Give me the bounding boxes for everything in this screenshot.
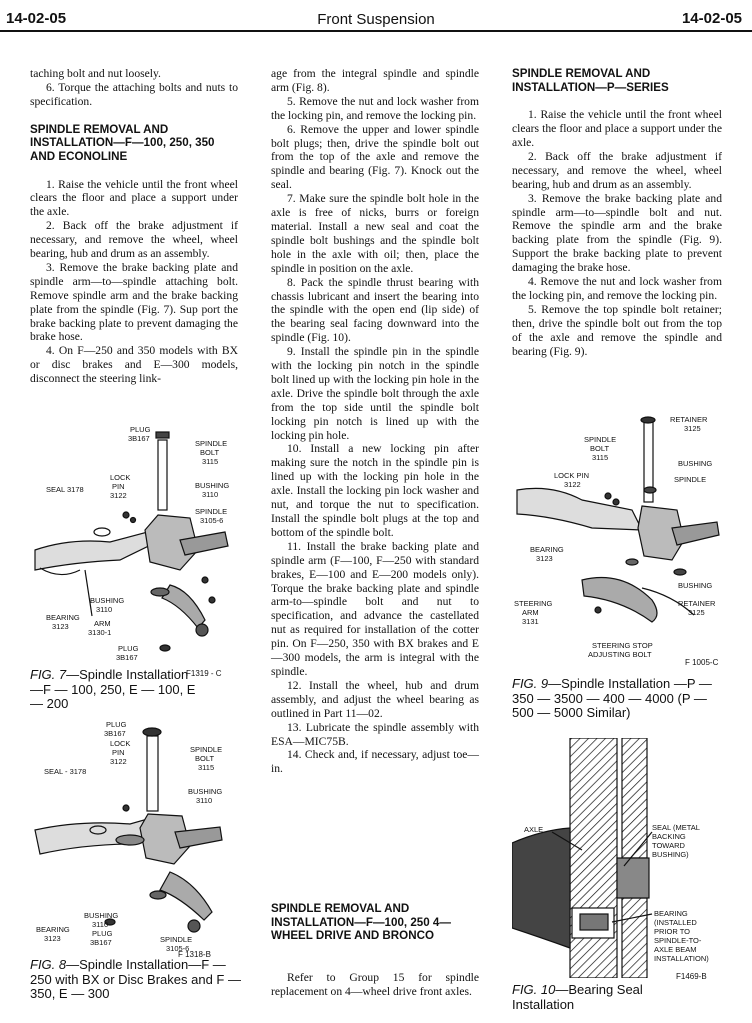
fig10-label-bear5: AXLE BEAM: [654, 945, 697, 954]
step-3: 3. Remove the brake backing plate and spindle arm—to—spindle bolt and nut. Remove the spindle arm and the brake backing plate from the spindle (Fig. 9). Support the brake backing plate to prevent damaging the brake hose.: [512, 191, 722, 275]
section-heading-4wd: SPINDLE REMOVAL AND INSTALLATION—F—100, 250 4—WHEEL DRIVE AND BRONCO: [271, 902, 451, 943]
fig8-label-bolt: BOLT: [195, 754, 215, 763]
step-6: 6. Remove the upper and lower spindle bolt plugs; then, drive the spindle bolt out from the top of the axle and remove the spindle and bearing (Fig. 7). Knock out the seal.: [271, 122, 479, 192]
fig10-caption: [512, 983, 672, 1012]
figure-7-diagram: [30, 420, 240, 670]
step-4: 4. On F—250 and 350 models with BX or disc brakes and E—300 models, disconnect the steering link-: [30, 344, 238, 386]
step-2: 2. Back off the brake adjustment if necessary, and remove the wheel, wheel bearing, hub and drum as an assembly.: [512, 149, 722, 191]
fig9-caption-num: FIG. 9: [512, 676, 549, 691]
fig9-label-retainer-b: RETAINER: [678, 599, 716, 608]
fig10-caption-num: FIG. 10: [512, 982, 556, 997]
step-9: 9. Install the spindle pin in the spindle with the locking pin notch in the spindle bolt lined up with the locking pin hole in the axle. Drive the spindle bolt through the axle from the top side until the spindle bolt locking pin notch is lined up with the locking pin hole.: [271, 345, 479, 442]
fig9-label-stop: STEERING STOP: [592, 641, 653, 650]
fig7-label-arm-no: 3130-1: [88, 628, 112, 637]
fig8-label-seal: SEAL - 3178: [44, 767, 87, 776]
fig7-label-bolt: BOLT: [200, 448, 220, 457]
fig8-label-pin-no: 3122: [110, 757, 127, 766]
fig10-label-bear2: (INSTALLED: [654, 918, 697, 927]
column-1: [30, 67, 238, 386]
fig7-caption: [30, 668, 200, 712]
fig9-label-bushing-b: BUSHING: [678, 581, 713, 590]
step-13: 13. Lubricate the spindle assembly with ESA—MIC75B.: [271, 720, 479, 748]
fig8-label-plug: PLUG: [106, 720, 127, 729]
section-heading-f100: SPINDLE REMOVAL AND INSTALLATION—F—100, 250, 350 AND ECONOLINE: [30, 122, 215, 163]
step-4: 4. Remove the nut and lock washer from the locking pin, and remove the locking pin.: [512, 275, 722, 302]
fig9-label-bushing: BUSHING: [678, 459, 713, 468]
page-header: [0, 6, 752, 32]
fig9-label-arm: ARM: [522, 608, 539, 617]
fig9-code: F 1005-C: [685, 658, 719, 667]
fig9-label-spindle: SPINDLE: [674, 475, 707, 484]
column-2: [271, 67, 479, 776]
fig7-code: F1319 - C: [186, 669, 222, 678]
step-3: 3. Remove the brake backing plate and spindle arm—to—spindle attaching bolt. Remove spindle arm and the brake backing plate from the spindle (Fig. 7). Sup port the brake backing plate to prevent damaging the brake hose.: [30, 260, 238, 344]
fig10-caption-text: —Bearing Seal Installation: [512, 982, 643, 1012]
step-11: 11. Install the brake backing plate and spindle arm (F—100, F—250 with standard brakes, E—100 and E—200 models only). Torque the brake backing plate and spindle arm-to—spindle bolt and nut to specification, and advance the castellated nut as required for installation of the cotter pin. On F—250, 350 with BX brakes and E—300 models, the arm is integral with the spindle.: [271, 539, 479, 678]
fig10-label-bear6: INSTALLATION): [654, 954, 709, 963]
fig8-caption-text: —Spindle Installation—F — 250 with BX or Disc Brakes and F — 350, E — 300: [30, 957, 241, 1001]
step-8: 8. Pack the spindle thrust bearing with chassis lubricant and insert the bearing into the spindle with the open end (lip side) of the bearing seal facing downward into the spindle (Fig. 10).: [271, 275, 479, 345]
step-1: 1. Raise the vehicle until the front wheel clears the floor and place a support under the axle.: [512, 108, 722, 149]
fig8-label-bushing-b-no: 3110: [92, 920, 109, 929]
section-heading-p-series: SPINDLE REMOVAL AND INSTALLATION—P—SERIES: [512, 67, 669, 94]
page-title: Front Suspension: [317, 11, 435, 28]
fig8-label-bearing-no: 3123: [44, 934, 61, 943]
fig8-label-spindle-no: 3105-6: [166, 944, 190, 953]
step-5: 5. Remove the nut and lock washer from the locking pin, and remove the locking pin.: [271, 94, 479, 122]
fig7-label-bushing-no: 3110: [202, 490, 219, 499]
fig7-label-spindle-bolt: SPINDLE: [195, 439, 228, 448]
fig7-label-plug-b-no: 3B167: [116, 653, 138, 662]
page-number-left: 14-02-05: [6, 10, 67, 27]
fig8-label-plug-no: 3B167: [104, 729, 126, 738]
fig9-label-bearing: BEARING: [530, 545, 564, 554]
fig8-label-pin: PIN: [112, 748, 125, 757]
fig9-label-bolt: BOLT: [590, 444, 610, 453]
paragraph: taching bolt and nut loosely.: [30, 67, 161, 80]
fig9-label-bearing-no: 3123: [536, 554, 553, 563]
fig7-label-bolt-no: 3115: [202, 457, 219, 466]
fig7-label-pin-no: 3122: [110, 491, 127, 500]
fig8-label-bearing: BEARING: [36, 925, 70, 934]
fig10-label-seal2: BACKING: [652, 832, 686, 841]
fig9-label-retainer-b-no: 3125: [688, 608, 705, 617]
fig7-label-spindle: SPINDLE: [195, 507, 228, 516]
fig9-label-retainer: RETAINER: [670, 415, 708, 424]
fig10-code: F1469-B: [676, 972, 707, 981]
figure-10-diagram: [512, 738, 727, 978]
fig7-label-pin: PIN: [112, 482, 125, 491]
fig9-label-retainer-no: 3125: [684, 424, 701, 433]
fig8-label-bushing: BUSHING: [188, 787, 223, 796]
fig10-label-seal3: TOWARD: [652, 841, 685, 850]
fig9-label-steering: STEERING: [514, 599, 553, 608]
step-10: 10. Install a new locking pin after making sure the notch in the spindle pin is lined up with the locking pin hole in the axle. Install the locking pin lock washer and nut, and torque the nut to specification. Install the spindle bolt plugs at the top and bottom of the spindle bolt.: [271, 442, 479, 539]
fig7-caption-num: FIG. 7: [30, 667, 67, 682]
figure-9-diagram: [512, 410, 724, 672]
fig7-label-arm: ARM: [94, 619, 111, 628]
fig7-label-plug-b: PLUG: [118, 644, 139, 653]
fig7-label-plug: PLUG: [130, 425, 151, 434]
fig8-caption: [30, 958, 242, 1002]
fig9-caption: [512, 677, 724, 721]
fig7-label-seal: SEAL 3178: [46, 485, 84, 494]
paragraph: age from the integral spindle and spindle arm (Fig. 8).: [271, 67, 479, 94]
fig8-label-bolt-no: 3115: [198, 763, 215, 772]
fig8-label-plug-b-no: 3B167: [90, 938, 112, 947]
figure-8-diagram: [30, 712, 240, 962]
fig7-label-bushing-b-no: 3110: [96, 605, 113, 614]
fig10-label-axle: AXLE: [524, 825, 544, 834]
fig7-label-bushing: BUSHING: [195, 481, 230, 490]
step-7: 7. Make sure the spindle bolt hole in the axle is free of nicks, burrs or foreign material. Install a new seal and coat the spindle bolt bushings and the spindle bolt hole in the axle with oil; then, place the spindle in position on the axle.: [271, 192, 479, 275]
fig8-label-plug-b: PLUG: [92, 929, 113, 938]
step-2: 2. Back off the brake adjustment if necessary, and remove the wheel, wheel bearing, hub and drum as an assembly.: [30, 219, 238, 261]
fig7-label-bearing: BEARING: [46, 613, 80, 622]
fig7-label-bearing-no: 3123: [52, 622, 69, 631]
fig8-label-bushing-b: BUSHING: [84, 911, 119, 920]
fig9-label-stop2: ADJUSTING BOLT: [588, 650, 652, 659]
column-3: [512, 67, 722, 359]
step-1: 1. Raise the vehicle until the front wheel clears the floor and place a support under the axle.: [30, 177, 238, 219]
page-number-right: 14-02-05: [681, 10, 742, 27]
fig8-label-spindle-bolt: SPINDLE: [190, 745, 223, 754]
fig9-label-spindle-bolt: SPINDLE: [584, 435, 617, 444]
header-rule: [0, 30, 752, 32]
fig10-label-bear1: BEARING: [654, 909, 688, 918]
step-6: 6. Torque the attaching bolts and nuts to specification.: [30, 80, 238, 108]
fig10-label-bear4: SPINDLE-TO-: [654, 936, 702, 945]
fig7-label-lock: LOCK: [110, 473, 131, 482]
fig7-caption-text: —Spindle Installation—F — 100, 250, E — 100, E — 200: [30, 667, 196, 711]
step-12: 12. Install the wheel, hub and drum assembly, and adjust the wheel bearing as outlined in Part 11—02.: [271, 678, 479, 720]
fig9-label-arm-no: 3131: [522, 617, 539, 626]
fig9-label-bolt-no: 3115: [592, 453, 609, 462]
step-14: 14. Check and, if necessary, adjust toe—in.: [271, 748, 479, 776]
fig10-label-bear3: PRIOR TO: [654, 927, 690, 936]
fig7-label-spindle-no: 3105-6: [200, 516, 224, 525]
fig9-label-lock-pin-no: 3122: [564, 480, 581, 489]
fig9-caption-text: —Spindle Installation —P — 350 — 3500 — 400 — 4000 (P — 500 — 5000 Similar): [512, 676, 712, 720]
fig10-label-seal1: SEAL (METAL: [652, 823, 700, 832]
fig7-label-plug-no: 3B167: [128, 434, 150, 443]
fig8-label-lock: LOCK: [110, 739, 131, 748]
paragraph-refer: Refer to Group 15 for spindle replacement on 4—wheel drive front axles.: [271, 971, 479, 998]
fig9-label-lock-pin: LOCK PIN: [554, 471, 590, 480]
fig8-label-spindle: SPINDLE: [160, 935, 193, 944]
fig8-caption-num: FIG. 8: [30, 957, 67, 972]
fig7-label-bushing-b: BUSHING: [90, 596, 125, 605]
fig10-label-seal4: BUSHING): [652, 850, 689, 859]
fig8-label-bushing-no: 3110: [196, 796, 213, 805]
fig8-code: F 1318-B: [178, 950, 211, 959]
step-5: 5. Remove the top spindle bolt retainer; then, drive the spindle bolt out from the top of the axle and remove the spindle and bearing (Fig. 9).: [512, 302, 722, 358]
